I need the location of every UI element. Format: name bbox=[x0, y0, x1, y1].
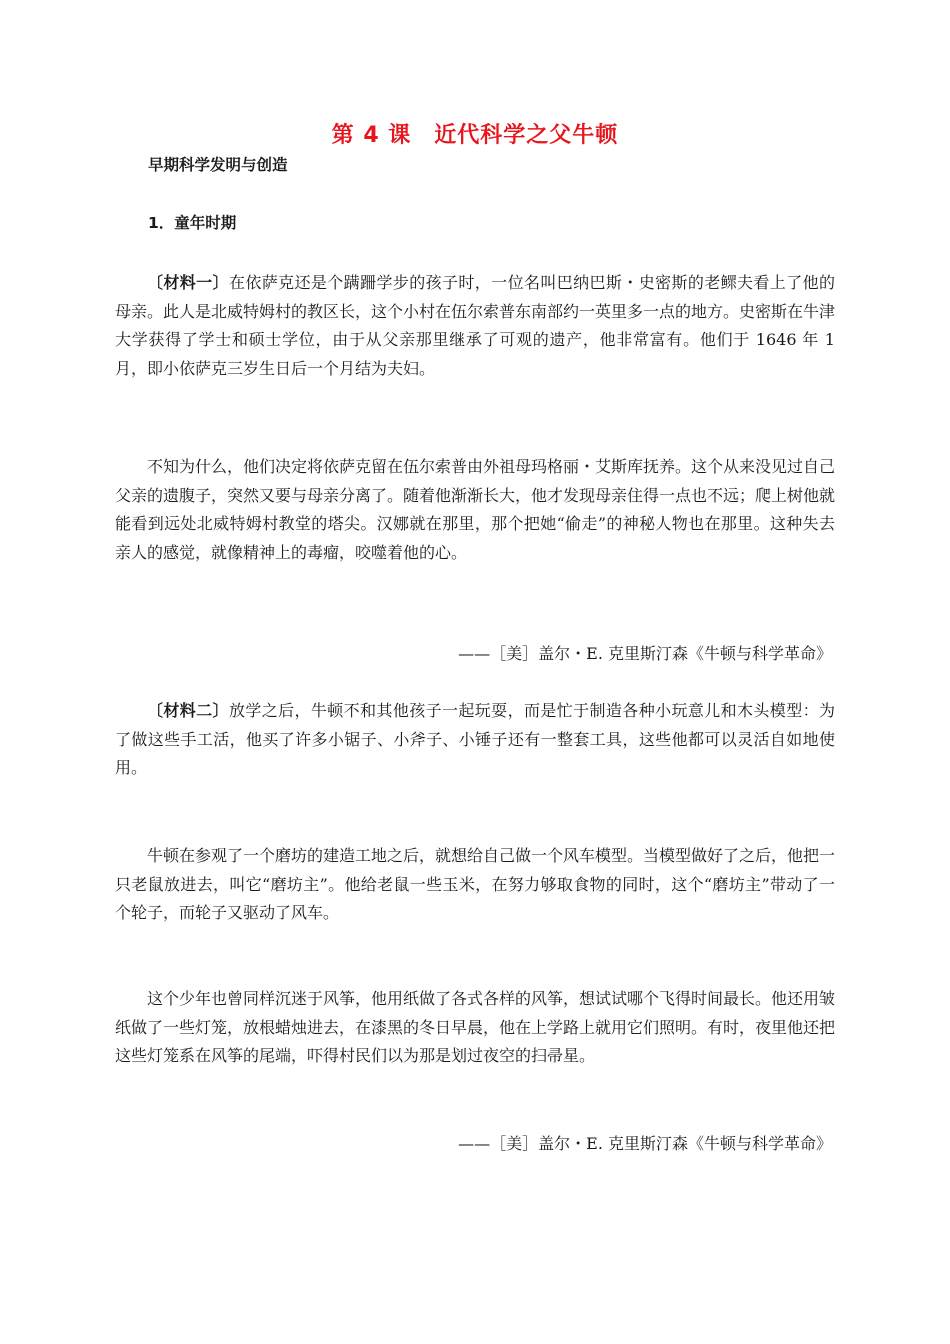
material1-paragraph1 bbox=[115, 269, 835, 384]
material2-text1: 放学之后，牛顿不和其他孩子一起玩耍，而是忙于制造各种小玩意儿和木头模型：为了做这些手工活，他买了许多小锯子、小斧子、小锤子还有一整套工具，这些他都可以灵活自如地使用。 bbox=[115, 701, 835, 778]
section-heading: 1．童年时期 bbox=[148, 214, 237, 232]
page-title: 第 4 课 近代科学之父牛顿 bbox=[331, 123, 619, 148]
material1-source: ——［美］盖尔・E. 克里斯汀森《牛顿与科学革命》 bbox=[458, 644, 832, 663]
material2-paragraph1 bbox=[115, 697, 835, 783]
material1-paragraph2: 不知为什么，他们决定将依萨克留在伍尔索普由外祖母玛格丽・艾斯库抚养。这个从来没见过自己父亲的遗腹子，突然又要与母亲分离了。随着他渐渐长大，他才发现母亲住得一点也不远；爬上树他就能看到远处北威特姆村教堂的塔尖。汉娜就在那里，那个把她“偷走”的神秘人物也在那里。这种失去亲人的感觉，就像精神上的毒瘤，咬噬着他的心。 bbox=[115, 457, 836, 563]
material1-text1: 在依萨克还是个蹒跚学步的孩子时，一位名叫巴纳巴斯・史密斯的老鳏夫看上了他的母亲。此人是北威特姆村的教区长，这个小村在伍尔索普东南部约一英里多一点的地方。史密斯在牛津大学获得了学士和硕士学位，由于从父亲那里继承了可观的遗产，他非常富有。他们于 1646 年 1 月，即小依萨克三岁生日后一个月结为夫妇。 bbox=[115, 273, 836, 379]
material2-paragraph3: 这个少年也曾同样沉迷于风筝，他用纸做了各式各样的风筝，想试试哪个飞得时间最长。他还用皱纸做了一些灯笼，放根蜡烛进去，在漆黑的冬日早晨，他在上学路上就用它们照明。有时，夜里他还把这些灯笼系在风筝的尾端，吓得村民们以为那是划过夜空的扫帚星。 bbox=[115, 989, 836, 1066]
material2-source: ——［美］盖尔・E. 克里斯汀森《牛顿与科学革命》 bbox=[458, 1134, 832, 1153]
subtitle: 早期科学发明与创造 bbox=[148, 156, 288, 174]
material1-label: 〔材料一〕 bbox=[147, 273, 229, 292]
material2-label: 〔材料二〕 bbox=[147, 701, 229, 720]
material2-paragraph2: 牛顿在参观了一个磨坊的建造工地之后，就想给自己做一个风车模型。当模型做好了之后，他把一只老鼠放进去，叫它“磨坊主”。他给老鼠一些玉米，在努力够取食物的同时，这个“磨坊主”带动了一个轮子，而轮子又驱动了风车。 bbox=[115, 846, 836, 923]
